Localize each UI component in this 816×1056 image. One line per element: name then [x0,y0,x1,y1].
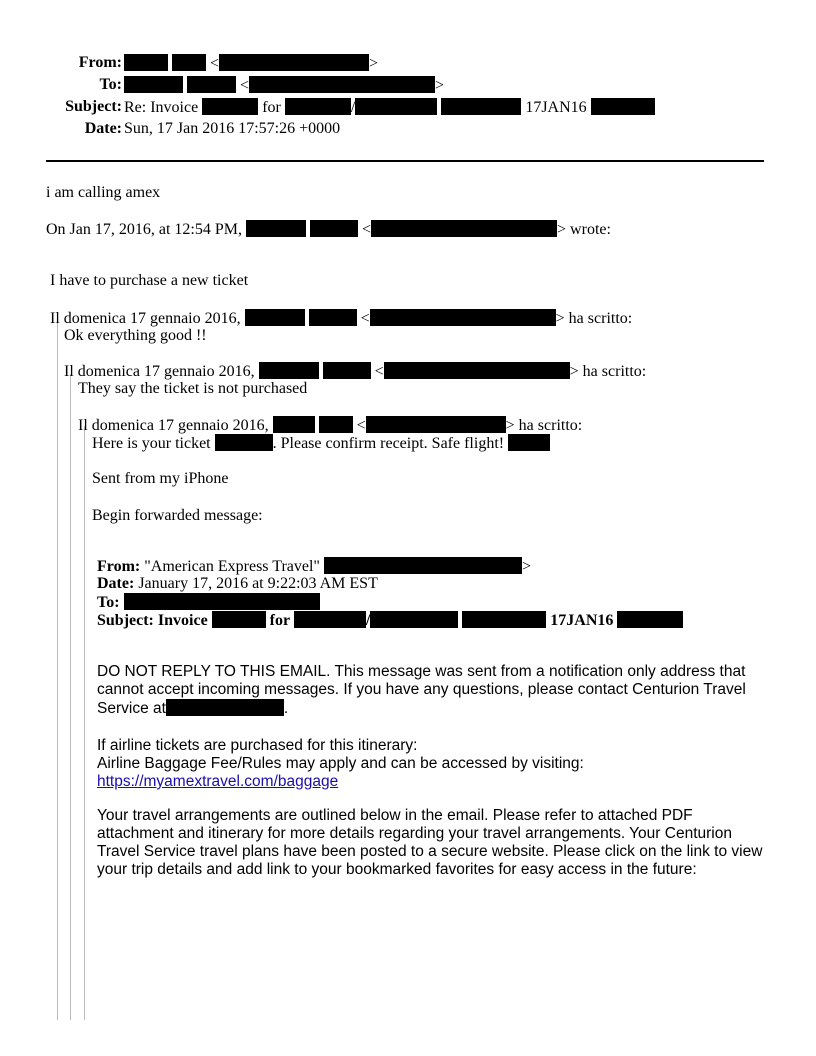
redacted-text [617,611,683,628]
redacted-name [246,220,306,237]
header-divider [46,160,764,162]
subject-value: Re: Invoice for / 17JAN16 [124,98,655,117]
redacted-text [441,98,521,115]
redacted-name [187,76,236,93]
quote-bar [57,320,58,1020]
fwd-to [97,593,320,612]
redacted-text [370,611,458,628]
text-sent-from: Sent from my iPhone [92,470,229,487]
redacted-text [462,611,546,628]
fwd-to-label: To: [97,594,120,611]
to-label: To: [99,76,122,93]
redacted-text [591,98,655,115]
redacted-name [124,54,168,71]
text-not-purchased: They say the ticket is not purchased [78,380,308,397]
fwd-subject: Subject: Invoice for / 17JAN16 [97,611,683,630]
date-label: Date: [84,120,122,137]
redacted-ticket [215,434,273,451]
redacted-name [245,309,305,326]
redacted-email [249,76,435,93]
redacted-text [294,611,366,628]
date-value: Sun, 17 Jan 2016 17:57:26 +0000 [124,120,341,137]
fwd-date: Date: January 17, 2016 at 9:22:03 AM EST [97,575,378,592]
redacted-email [324,557,522,574]
redacted-email [366,416,506,433]
redacted-name [508,434,550,451]
redacted-phone [166,699,284,716]
redacted-name [124,76,183,93]
text-here-is-ticket: Here is your ticket . Please confirm receipt. Safe flight! [92,434,550,453]
from-label: From: [78,54,122,71]
fwd-from: From: "American Express Travel" > [97,558,531,575]
redacted-name [172,54,206,71]
redacted-email [371,220,557,237]
baggage-link[interactable]: https://myamextravel.com/baggage [97,773,339,790]
redacted-name [259,362,319,379]
text-ok: Ok everything good !! [64,327,207,344]
to-value: < > [124,76,444,95]
redacted-invoice-number [212,611,266,628]
redacted-name [273,416,315,433]
redacted-email [370,309,556,326]
redacted-email [124,593,320,610]
subject-label: Subject: [65,98,122,115]
quote-attribution-4: Il domenica 17 gennaio 2016, < > ha scritto: [78,417,583,434]
from-value: < > [124,54,378,73]
redacted-email [384,362,570,379]
quote-attribution-2: Il domenica 17 gennaio 2016, < > ha scritto: [50,310,633,327]
reply-text: i am calling amex [46,184,161,201]
redacted-name [310,220,358,237]
redacted-name [319,416,353,433]
text-new-ticket: I have to purchase a new ticket [50,272,249,289]
text-begin-forwarded: Begin forwarded message: [92,507,263,524]
redacted-text [285,98,351,115]
quote-attribution-3: Il domenica 17 gennaio 2016, < > ha scritto: [64,363,647,380]
fwd-from-label: From: [97,558,141,575]
message-paragraph-baggage: If airline tickets are purchased for this itinerary: Airline Baggage Fee/Rules may apply and can be accessed by visiting: https://myamextravel.com/baggage [97,737,584,790]
quote-bar [70,374,71,1020]
redacted-name [309,309,357,326]
message-paragraph-no-reply: DO NOT REPLY TO THIS EMAIL. This message was sent from a notification only address that cannot accept incoming messages. If you have any questions, please contact Centurion Travel Service at . [97,663,746,717]
redacted-email [219,54,369,71]
fwd-date-label: Date: [97,575,135,592]
message-paragraph-arrangements: Your travel arrangements are outlined below in the email. Please refer to attached PDF attachment and itinerary for more details regarding your travel arrangements. Your Centurion Travel Service travel plans have been posted to a secure website. Please click on the link to view your trip details and add link to your bookmarked favorites for easy access in the future: [97,807,763,878]
redacted-text [355,98,437,115]
redacted-name [323,362,371,379]
quote-attribution-1: On Jan 17, 2016, at 12:54 PM, < > wrote: [46,221,611,238]
redacted-invoice-number [202,98,258,115]
quote-bar [84,426,85,1020]
